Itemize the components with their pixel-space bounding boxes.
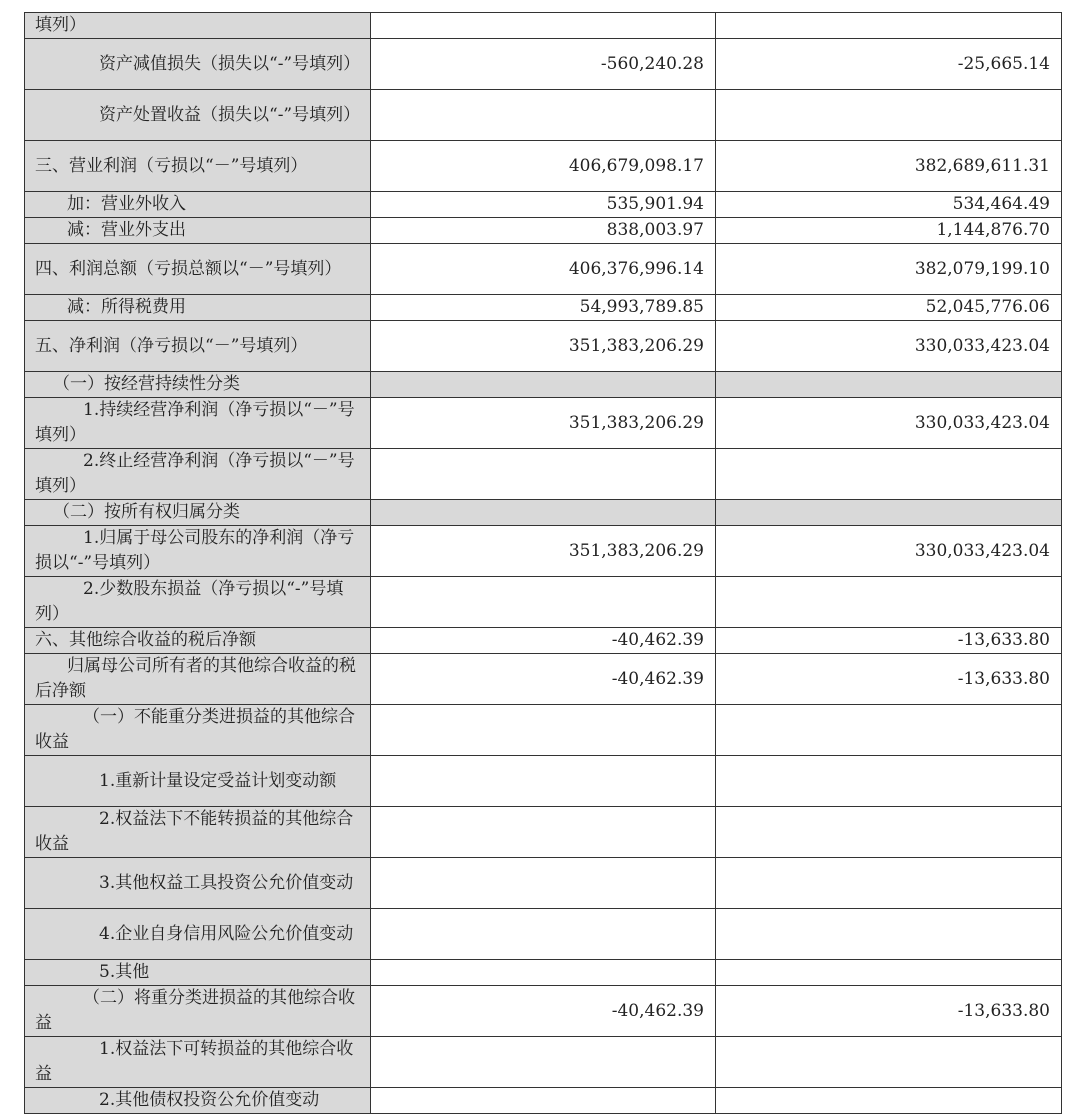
table-row — [25, 909, 1062, 960]
table-row — [25, 858, 1062, 909]
table-row — [25, 13, 1062, 39]
table-row — [25, 449, 1062, 500]
current-period-amount — [371, 756, 716, 807]
table-row — [25, 705, 1062, 756]
current-period-amount: 535,901.94 — [371, 192, 716, 218]
line-item-label: （二）将重分类进损益的其他综合收益 — [25, 986, 371, 1037]
table-row — [25, 295, 1062, 321]
table-row — [25, 244, 1062, 295]
current-period-amount — [371, 13, 716, 39]
current-period-amount — [371, 705, 716, 756]
table-row — [25, 1088, 1062, 1114]
line-item-label: （一）不能重分类进损益的其他综合收益 — [25, 705, 371, 756]
previous-period-amount — [716, 807, 1062, 858]
current-period-amount — [371, 1037, 716, 1088]
current-period-amount — [371, 909, 716, 960]
line-item-label: （一）按经营持续性分类 — [25, 372, 371, 398]
line-item-label: 2.其他债权投资公允价值变动 — [25, 1088, 371, 1114]
table-row — [25, 628, 1062, 654]
previous-period-amount — [716, 1088, 1062, 1114]
previous-period-amount: 534,464.49 — [716, 192, 1062, 218]
current-period-amount: 54,993,789.85 — [371, 295, 716, 321]
line-item-label: 1.持续经营净利润（净亏损以“－”号填列） — [25, 398, 371, 449]
table-row — [25, 960, 1062, 986]
previous-period-amount: 1,144,876.70 — [716, 218, 1062, 244]
line-item-label: 1.权益法下可转损益的其他综合收益 — [25, 1037, 371, 1088]
previous-period-amount — [716, 756, 1062, 807]
previous-period-amount: -13,633.80 — [716, 986, 1062, 1037]
line-item-label: 填列） — [25, 13, 371, 39]
current-period-amount — [371, 1088, 716, 1114]
table-row — [25, 141, 1062, 192]
line-item-label: 加：营业外收入 — [25, 192, 371, 218]
previous-period-amount — [716, 705, 1062, 756]
previous-period-amount — [716, 577, 1062, 628]
section-header-row — [25, 372, 1062, 398]
previous-period-amount: -13,633.80 — [716, 628, 1062, 654]
table-row — [25, 39, 1062, 90]
line-item-label: 1.归属于母公司股东的净利润（净亏损以“-”号填列） — [25, 526, 371, 577]
previous-period-amount — [716, 858, 1062, 909]
current-period-amount — [371, 449, 716, 500]
section-header-row — [25, 500, 1062, 526]
current-period-amount: 351,383,206.29 — [371, 526, 716, 577]
previous-period-amount — [716, 13, 1062, 39]
line-item-label: 资产处置收益（损失以“-”号填列） — [25, 90, 371, 141]
line-item-label: 2.权益法下不能转损益的其他综合收益 — [25, 807, 371, 858]
line-item-label: 2.终止经营净利润（净亏损以“－”号填列） — [25, 449, 371, 500]
table-row — [25, 807, 1062, 858]
income-statement-table — [24, 12, 1062, 1114]
previous-period-amount — [716, 372, 1062, 398]
current-period-amount — [371, 577, 716, 628]
line-item-label: 四、利润总额（亏损总额以“－”号填列） — [25, 244, 371, 295]
previous-period-amount: -25,665.14 — [716, 39, 1062, 90]
current-period-amount: 838,003.97 — [371, 218, 716, 244]
current-period-amount — [371, 372, 716, 398]
line-item-label: 五、净利润（净亏损以“－”号填列） — [25, 321, 371, 372]
table-row — [25, 577, 1062, 628]
current-period-amount: -560,240.28 — [371, 39, 716, 90]
previous-period-amount: -13,633.80 — [716, 654, 1062, 705]
line-item-label: 三、营业利润（亏损以“－”号填列） — [25, 141, 371, 192]
table-row — [25, 398, 1062, 449]
table-row — [25, 192, 1062, 218]
previous-period-amount — [716, 1037, 1062, 1088]
previous-period-amount — [716, 500, 1062, 526]
current-period-amount: 406,679,098.17 — [371, 141, 716, 192]
line-item-label: 3.其他权益工具投资公允价值变动 — [25, 858, 371, 909]
table-row — [25, 654, 1062, 705]
line-item-label: 减：所得税费用 — [25, 295, 371, 321]
line-item-label: 归属母公司所有者的其他综合收益的税后净额 — [25, 654, 371, 705]
table-row — [25, 218, 1062, 244]
current-period-amount — [371, 960, 716, 986]
current-period-amount — [371, 500, 716, 526]
line-item-label: 2.少数股东损益（净亏损以“-”号填列） — [25, 577, 371, 628]
previous-period-amount: 330,033,423.04 — [716, 398, 1062, 449]
previous-period-amount: 382,689,611.31 — [716, 141, 1062, 192]
previous-period-amount: 330,033,423.04 — [716, 321, 1062, 372]
previous-period-amount — [716, 449, 1062, 500]
current-period-amount: -40,462.39 — [371, 986, 716, 1037]
current-period-amount: -40,462.39 — [371, 654, 716, 705]
previous-period-amount — [716, 909, 1062, 960]
current-period-amount: -40,462.39 — [371, 628, 716, 654]
current-period-amount — [371, 807, 716, 858]
statement-rows — [25, 13, 1062, 1114]
line-item-label: 资产减值损失（损失以“-”号填列） — [25, 39, 371, 90]
line-item-label: 4.企业自身信用风险公允价值变动 — [25, 909, 371, 960]
current-period-amount: 351,383,206.29 — [371, 398, 716, 449]
previous-period-amount — [716, 90, 1062, 141]
line-item-label: 1.重新计量设定受益计划变动额 — [25, 756, 371, 807]
table-row — [25, 756, 1062, 807]
table-row — [25, 90, 1062, 141]
table-row — [25, 526, 1062, 577]
current-period-amount — [371, 90, 716, 141]
current-period-amount — [371, 858, 716, 909]
line-item-label: 六、其他综合收益的税后净额 — [25, 628, 371, 654]
previous-period-amount — [716, 960, 1062, 986]
previous-period-amount: 382,079,199.10 — [716, 244, 1062, 295]
table-row — [25, 321, 1062, 372]
line-item-label: 减：营业外支出 — [25, 218, 371, 244]
line-item-label: （二）按所有权归属分类 — [25, 500, 371, 526]
previous-period-amount: 330,033,423.04 — [716, 526, 1062, 577]
line-item-label: 5.其他 — [25, 960, 371, 986]
current-period-amount: 351,383,206.29 — [371, 321, 716, 372]
table-row — [25, 1037, 1062, 1088]
current-period-amount: 406,376,996.14 — [371, 244, 716, 295]
table-row — [25, 986, 1062, 1037]
previous-period-amount: 52,045,776.06 — [716, 295, 1062, 321]
